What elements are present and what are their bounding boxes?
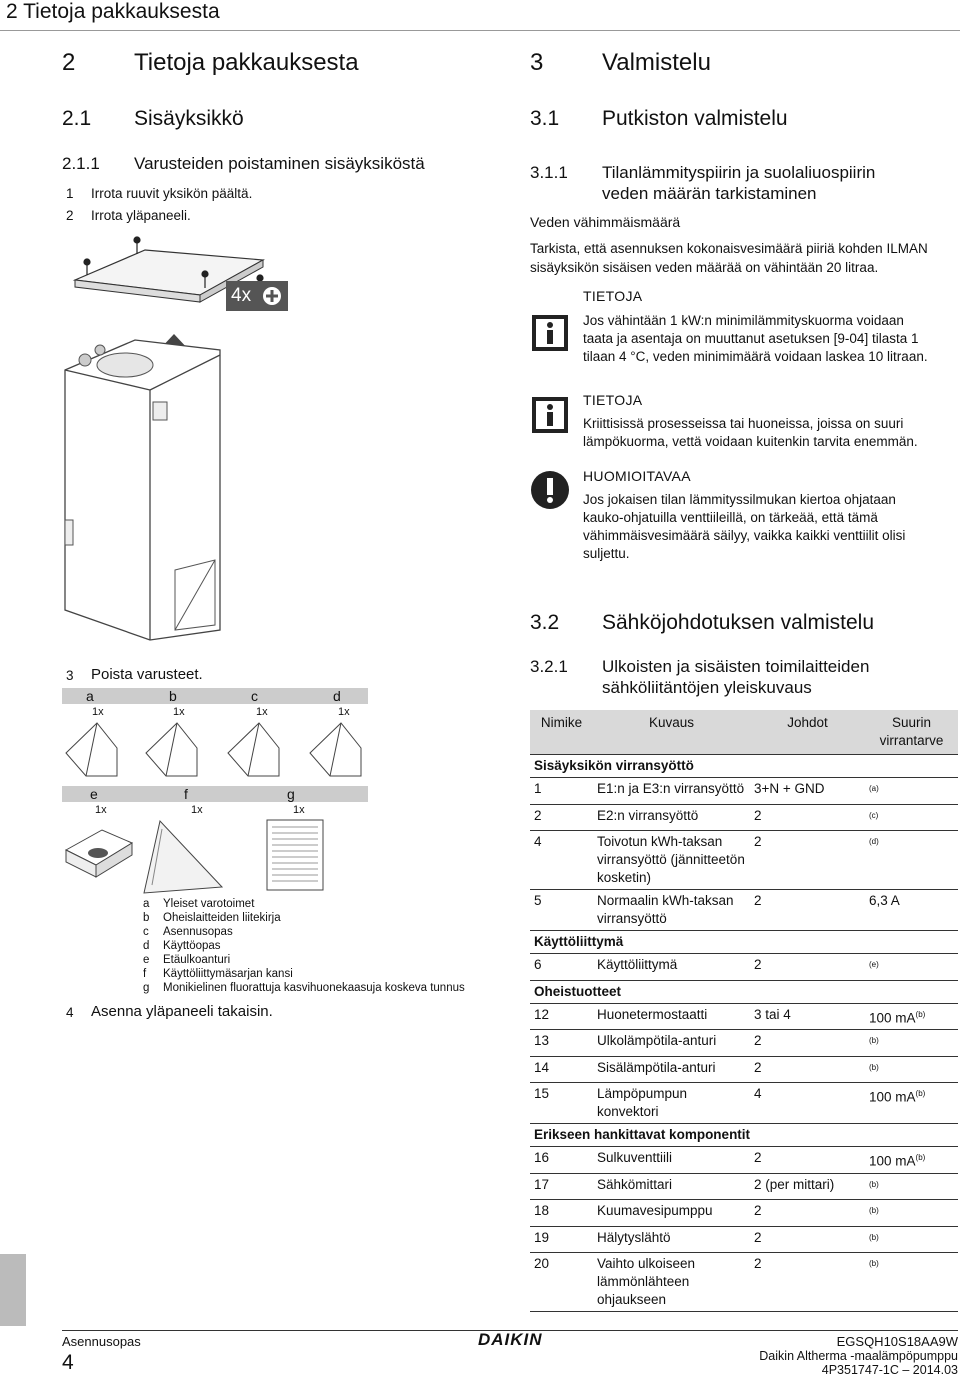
subsection-number: 2.1	[62, 107, 92, 130]
table-cell-description: E1:n ja E3:n virransyöttö	[593, 778, 750, 805]
table-cell-number: 18	[530, 1200, 593, 1227]
accessory-key: a	[86, 688, 94, 704]
table-cell-wires: 4	[750, 1083, 865, 1124]
table-cell-wires: 2	[750, 1147, 865, 1174]
table-cell-current	[865, 1200, 958, 1227]
table-cell-description: Ulkolämpötila-anturi	[593, 1030, 750, 1057]
table-cell-number: 15	[530, 1083, 593, 1124]
table-row	[530, 804, 958, 831]
subheading: Veden vähimmäismäärä	[530, 214, 681, 230]
footnote-ref: (b)	[869, 1062, 879, 1072]
footnote-ref: (b)	[869, 1232, 879, 1242]
table-row	[530, 831, 958, 890]
section-number: 2	[62, 49, 76, 76]
table-cell-current	[865, 1147, 958, 1174]
table-cell-description: Toivotun kWh-taksan virransyöttö (jännitteetön kosketin)	[593, 831, 750, 890]
table-cell-description: Vaihto ulkoiseen lämmönlähteen ohjaukseen	[593, 1253, 750, 1312]
accessory-qty: 1x	[293, 804, 305, 816]
table-row	[530, 1083, 958, 1124]
table-header-cell: Johdot	[750, 710, 865, 755]
table-cell-description: Sisälämpötila-anturi	[593, 1056, 750, 1083]
step-text: Asenna yläpaneeli takaisin.	[91, 1003, 273, 1020]
table-cell-current	[865, 1056, 958, 1083]
accessory-key: e	[90, 786, 98, 802]
step-number: 3	[66, 668, 74, 683]
subsubsection-number: 3.2.1	[530, 657, 568, 676]
info-icon	[531, 314, 569, 352]
table-header-cell: Suurin virrantarve	[865, 710, 958, 755]
table-cell-number: 2	[530, 804, 593, 831]
legend-item: b Oheislaitteiden liitekirja	[143, 912, 281, 924]
current-value: 100 mA	[869, 1153, 916, 1169]
subsection-title: Sähköjohdotuksen valmistelu	[602, 611, 874, 634]
table-cell-current	[865, 1003, 958, 1030]
step-number: 4	[66, 1005, 74, 1020]
section-title: Valmistelu	[602, 49, 711, 76]
legend-item: g Monikielinen fluorattuja kasvihuonekaasuja koskeva tunnus	[143, 982, 465, 994]
table-cell-wires: 2	[750, 804, 865, 831]
table-cell-wires: 2	[750, 1226, 865, 1253]
footer-product: Daikin Altherma -maalämpöpumppu	[759, 1349, 958, 1363]
info-icon	[531, 396, 569, 434]
table-cell-number: 13	[530, 1030, 593, 1057]
wiring-table	[530, 710, 958, 1312]
header-title: 2 Tietoja pakkauksesta	[6, 0, 220, 23]
accessory-key: f	[184, 786, 188, 802]
table-cell-description: Huonetermostaatti	[593, 1003, 750, 1030]
table-row	[530, 778, 958, 805]
note-body: Jos vähintään 1 kW:n minimilämmityskuorma voidaan taata ja asentaja on muuttanut asetuksen [9-04] tilasta 1 tilaan 4 °C, veden minimimäärä voidaan laskea 10 litraan.	[583, 313, 928, 364]
subsubsection-number: 3.1.1	[530, 163, 568, 182]
table-cell-number: 6	[530, 954, 593, 981]
table-header-cell: Kuvaus	[593, 710, 750, 755]
table-group-row	[530, 1124, 958, 1147]
accessory-header-bar	[62, 688, 368, 704]
note-title: TIETOJA	[583, 288, 643, 304]
table-row	[530, 1200, 958, 1227]
note-title: HUOMIOITAVAA	[583, 468, 691, 484]
accessory-key: b	[169, 688, 177, 704]
table-cell-number: 14	[530, 1056, 593, 1083]
table-cell-wires: 2	[750, 1056, 865, 1083]
subsection-number: 3.1	[530, 107, 560, 130]
footnote-ref: (b)	[869, 1259, 879, 1268]
accessory-key: d	[333, 688, 341, 704]
footnote-ref: (e)	[869, 960, 879, 969]
caution-note	[583, 468, 952, 563]
table-group-label: Oheistuotteet	[530, 980, 958, 1003]
step-text: Irrota ruuvit yksikön päältä.	[91, 186, 253, 201]
table-group-row	[530, 931, 958, 954]
subsection-number: 3.2	[530, 611, 560, 634]
table-cell-wires: 2	[750, 831, 865, 890]
accessory-qty: 1x	[92, 706, 104, 718]
accessory-qty: 1x	[191, 804, 203, 816]
table-cell-description: E2:n virransyöttö	[593, 804, 750, 831]
section-number: 3	[530, 49, 544, 76]
footer-model: EGSQH10S18AA9W	[836, 1334, 958, 1349]
table-group-label: Erikseen hankittavat komponentit	[530, 1124, 958, 1147]
accessory-qty: 1x	[95, 804, 107, 816]
screw-plus-icon	[262, 286, 282, 306]
brand-logo: DAIKIN	[478, 1330, 543, 1349]
accessory-key: g	[287, 786, 295, 802]
table-cell-current	[865, 831, 958, 890]
accessory-header-bar	[62, 786, 368, 802]
table-cell-number: 17	[530, 1173, 593, 1200]
legend-item: d Käyttöopas	[143, 940, 221, 952]
table-cell-number: 5	[530, 890, 593, 931]
note-body: Kriittisissä prosesseissa tai huoneissa, joissa on suuri lämpökuorma, vettä voidaan kuitenkin tarvita enemmän.	[583, 416, 918, 449]
table-group-label: Käyttöliittymä	[530, 931, 958, 954]
info-note	[583, 288, 952, 366]
footnote-ref: (d)	[869, 837, 879, 846]
table-cell-wires: 2	[750, 1030, 865, 1057]
table-header-cell: Nimike	[530, 710, 593, 755]
table-cell-description: Sähkömittari	[593, 1173, 750, 1200]
table-row	[530, 1147, 958, 1174]
table-cell-wires: 2	[750, 954, 865, 981]
table-row	[530, 1003, 958, 1030]
subsection-title: Sisäyksikkö	[134, 107, 244, 130]
subsubsection-title: Varusteiden poistaminen sisäyksiköstä	[134, 154, 425, 173]
table-group-row	[530, 980, 958, 1003]
legend-item: c Asennusopas	[143, 926, 233, 938]
footnote-ref: (a)	[869, 784, 879, 793]
table-cell-current	[865, 954, 958, 981]
table-row	[530, 1173, 958, 1200]
table-cell-description: Sulkuventtiili	[593, 1147, 750, 1174]
accessory-qty: 1x	[256, 706, 268, 718]
accessory-qty: 1x	[173, 706, 185, 718]
footnote-ref: (b)	[869, 1179, 879, 1189]
table-row	[530, 1056, 958, 1083]
footer-code: 4P351747-1C – 2014.03	[821, 1363, 958, 1377]
legend-item: a Yleiset varotoimet	[143, 898, 255, 910]
page-header	[0, 0, 960, 31]
table-row	[530, 954, 958, 981]
table-cell-current	[865, 778, 958, 805]
table-row	[530, 1226, 958, 1253]
table-group-row	[530, 755, 958, 778]
step-text: Poista varusteet.	[91, 666, 203, 683]
table-cell-wires: 3 tai 4	[750, 1003, 865, 1030]
table-cell-description: Käyttöliittymä	[593, 954, 750, 981]
current-value: 100 mA	[869, 1010, 916, 1025]
subsubsection-title: Ulkoisten ja sisäisten toimilaitteiden	[602, 657, 870, 676]
table-cell-description: Kuumavesipumppu	[593, 1200, 750, 1227]
subsubsection-number: 2.1.1	[62, 154, 100, 173]
current-value: 100 mA	[869, 1089, 916, 1105]
footnote-ref: (c)	[869, 810, 879, 820]
legend-item: f Käyttöliittymäsarjan kansi	[143, 968, 293, 980]
subsubsection-title: Tilanlämmityspiirin ja suolaliuospiirin	[602, 163, 876, 182]
section-title: Tietoja pakkauksesta	[134, 49, 359, 76]
table-cell-wires: 2	[750, 890, 865, 931]
table-cell-number: 4	[530, 831, 593, 890]
table-cell-current	[865, 1083, 958, 1124]
legend-item: e Etäulkoanturi	[143, 954, 231, 966]
footer-doc-type: Asennusopas	[62, 1334, 141, 1349]
footnote-ref: (b)	[915, 1153, 926, 1162]
table-cell-description: Lämpöpumpun konvektori	[593, 1083, 750, 1124]
table-row	[530, 1253, 958, 1312]
manuals-illustration	[62, 718, 368, 780]
table-cell-current	[865, 1173, 958, 1200]
footnote-ref: (b)	[915, 1089, 926, 1098]
step-text: Irrota yläpaneeli.	[91, 208, 191, 223]
footnote-ref: (b)	[869, 1206, 879, 1215]
table-cell-number: 19	[530, 1226, 593, 1253]
footnote-ref: (b)	[915, 1009, 926, 1019]
table-cell-description: Hälytyslähtö	[593, 1226, 750, 1253]
table-cell-current	[865, 804, 958, 831]
table-cell-current	[865, 1226, 958, 1253]
table-cell-number: 20	[530, 1253, 593, 1312]
subsubsection-title: sähköliitäntöjen yleiskuvaus	[602, 678, 812, 697]
table-cell-wires: 2	[750, 1253, 865, 1312]
table-cell-wires: 2 (per mittari)	[750, 1173, 865, 1200]
screw-count-badge	[226, 281, 288, 311]
table-cell-number: 12	[530, 1003, 593, 1030]
table-cell-description: Normaalin kWh-taksan virransyöttö	[593, 890, 750, 931]
subsection-title: Putkiston valmistelu	[602, 107, 788, 130]
table-cell-number: 1	[530, 778, 593, 805]
accessories-illustration	[62, 815, 362, 895]
chapter-tab	[0, 1254, 26, 1326]
note-title: TIETOJA	[583, 392, 643, 408]
table-cell-wires: 3+N + GND	[750, 778, 865, 805]
screw-count-label: 4x	[231, 285, 252, 306]
subsubsection-title: veden määrän tarkistaminen	[602, 184, 817, 203]
paragraph-line: sisäyksikön sisäisen veden määrää on vähintään 20 litraa.	[530, 260, 879, 275]
table-cell-current	[865, 1030, 958, 1057]
info-note	[583, 392, 952, 451]
page-number: 4	[62, 1351, 74, 1374]
table-cell-wires: 2	[750, 1200, 865, 1227]
table-cell-current	[865, 1253, 958, 1312]
current-value: 6,3 A	[869, 893, 900, 908]
warning-icon	[530, 470, 570, 510]
accessory-key: c	[251, 688, 258, 704]
step-number: 1	[66, 186, 74, 201]
table-row	[530, 1030, 958, 1057]
table-cell-number: 16	[530, 1147, 593, 1174]
accessory-qty: 1x	[338, 706, 350, 718]
table-group-label: Sisäyksikön virransyöttö	[530, 755, 958, 778]
note-body: Jos jokaisen tilan lämmityssilmukan kiertoa ohjataan kauko-ohjatuilla venttiileillä, on tärkeää, että tämä vähimmäisvesimäärä säilyy, vaikka kaikki venttiilit olisi suljettu.	[583, 492, 906, 561]
paragraph-line: Tarkista, että asennuksen kokonaisvesimäärä piiriä kohden ILMAN	[530, 241, 928, 256]
footnote-ref: (b)	[869, 1036, 879, 1045]
table-row	[530, 890, 958, 931]
step-number: 2	[66, 208, 74, 223]
table-cell-current	[865, 890, 958, 931]
table-header-row	[530, 710, 958, 755]
